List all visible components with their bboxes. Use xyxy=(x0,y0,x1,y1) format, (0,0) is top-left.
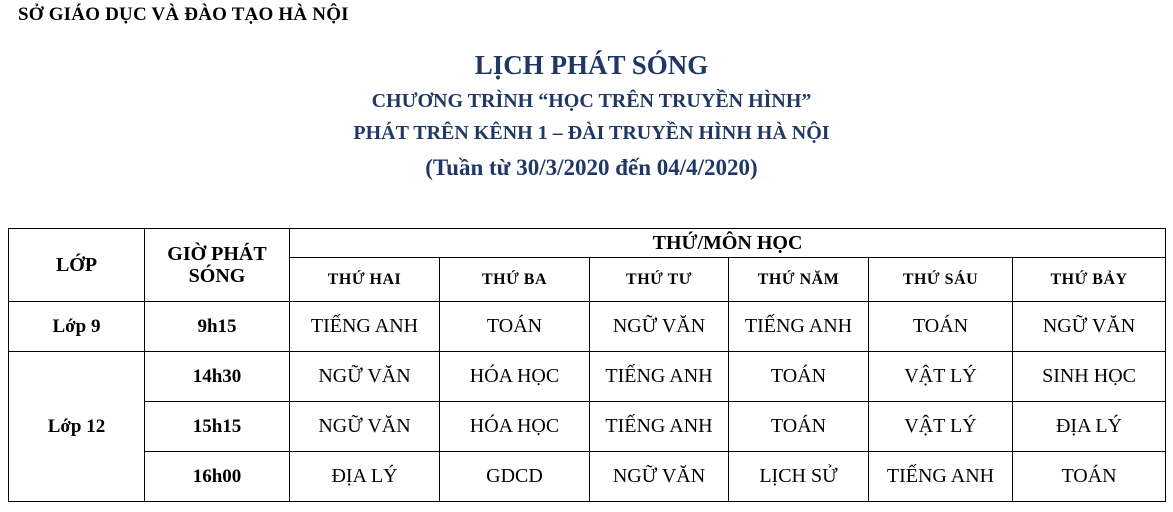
subject-cell: GDCD xyxy=(440,452,590,502)
page-title: LỊCH PHÁT SÓNG xyxy=(474,50,709,80)
day-header: THỨ BẢY xyxy=(1013,258,1166,302)
subject-cell: NGỮ VĂN xyxy=(590,452,729,502)
time-cell: 14h30 xyxy=(145,352,290,402)
subject-cell: ĐỊA LÝ xyxy=(290,452,440,502)
department-name: SỞ GIÁO DỤC VÀ ĐÀO TẠO HÀ NỘI xyxy=(18,4,349,25)
class-cell: Lớp 12 xyxy=(9,352,145,502)
subject-cell: TOÁN xyxy=(1013,452,1166,502)
time-cell: 9h15 xyxy=(145,302,290,352)
subject-cell: NGỮ VĂN xyxy=(290,352,440,402)
subject-cell: TIẾNG ANH xyxy=(590,352,729,402)
subject-cell: NGỮ VĂN xyxy=(590,302,729,352)
channel-info: PHÁT TRÊN KÊNH 1 – ĐÀI TRUYỀN HÌNH HÀ NỘI xyxy=(353,122,830,144)
day-header: THỨ NĂM xyxy=(729,258,869,302)
subject-cell: TOÁN xyxy=(729,352,869,402)
subject-cell: TIẾNG ANH xyxy=(590,402,729,452)
subject-cell: NGỮ VĂN xyxy=(290,402,440,452)
subject-cell: TIẾNG ANH xyxy=(729,302,869,352)
subject-cell: HÓA HỌC xyxy=(440,402,590,452)
header-days-group: THỨ/MÔN HỌC xyxy=(290,229,1166,258)
header-time: GIỜ PHÁT SÓNG xyxy=(145,229,290,302)
subject-cell: VẬT LÝ xyxy=(869,352,1013,402)
program-subtitle: CHƯƠNG TRÌNH “HỌC TRÊN TRUYỀN HÌNH” xyxy=(371,90,812,112)
subject-cell: TIẾNG ANH xyxy=(290,302,440,352)
subject-cell: NGỮ VĂN xyxy=(1013,302,1166,352)
table-row xyxy=(9,352,1166,402)
subject-cell: TOÁN xyxy=(440,302,590,352)
table-row xyxy=(9,402,1166,452)
subject-cell: LỊCH SỬ xyxy=(729,452,869,502)
subject-cell: HÓA HỌC xyxy=(440,352,590,402)
subject-cell: TOÁN xyxy=(729,402,869,452)
time-cell: 16h00 xyxy=(145,452,290,502)
header-class: LỚP xyxy=(9,229,145,302)
table-row xyxy=(9,452,1166,502)
subject-cell: TOÁN xyxy=(869,302,1013,352)
class-cell: Lớp 9 xyxy=(9,302,145,352)
header-row xyxy=(9,229,1166,258)
subject-cell: VẬT LÝ xyxy=(869,402,1013,452)
week-range: (Tuần từ 30/3/2020 đến 04/4/2020) xyxy=(425,155,758,180)
subject-cell: SINH HỌC xyxy=(1013,352,1166,402)
subject-cell: ĐỊA LÝ xyxy=(1013,402,1166,452)
table-row xyxy=(9,302,1166,352)
day-header: THỨ SÁU xyxy=(869,258,1013,302)
day-header: THỨ BA xyxy=(440,258,590,302)
time-cell: 15h15 xyxy=(145,402,290,452)
subject-cell: TIẾNG ANH xyxy=(869,452,1013,502)
schedule-table xyxy=(8,228,1166,502)
day-header: THỨ TƯ xyxy=(590,258,729,302)
day-header: THỨ HAI xyxy=(290,258,440,302)
